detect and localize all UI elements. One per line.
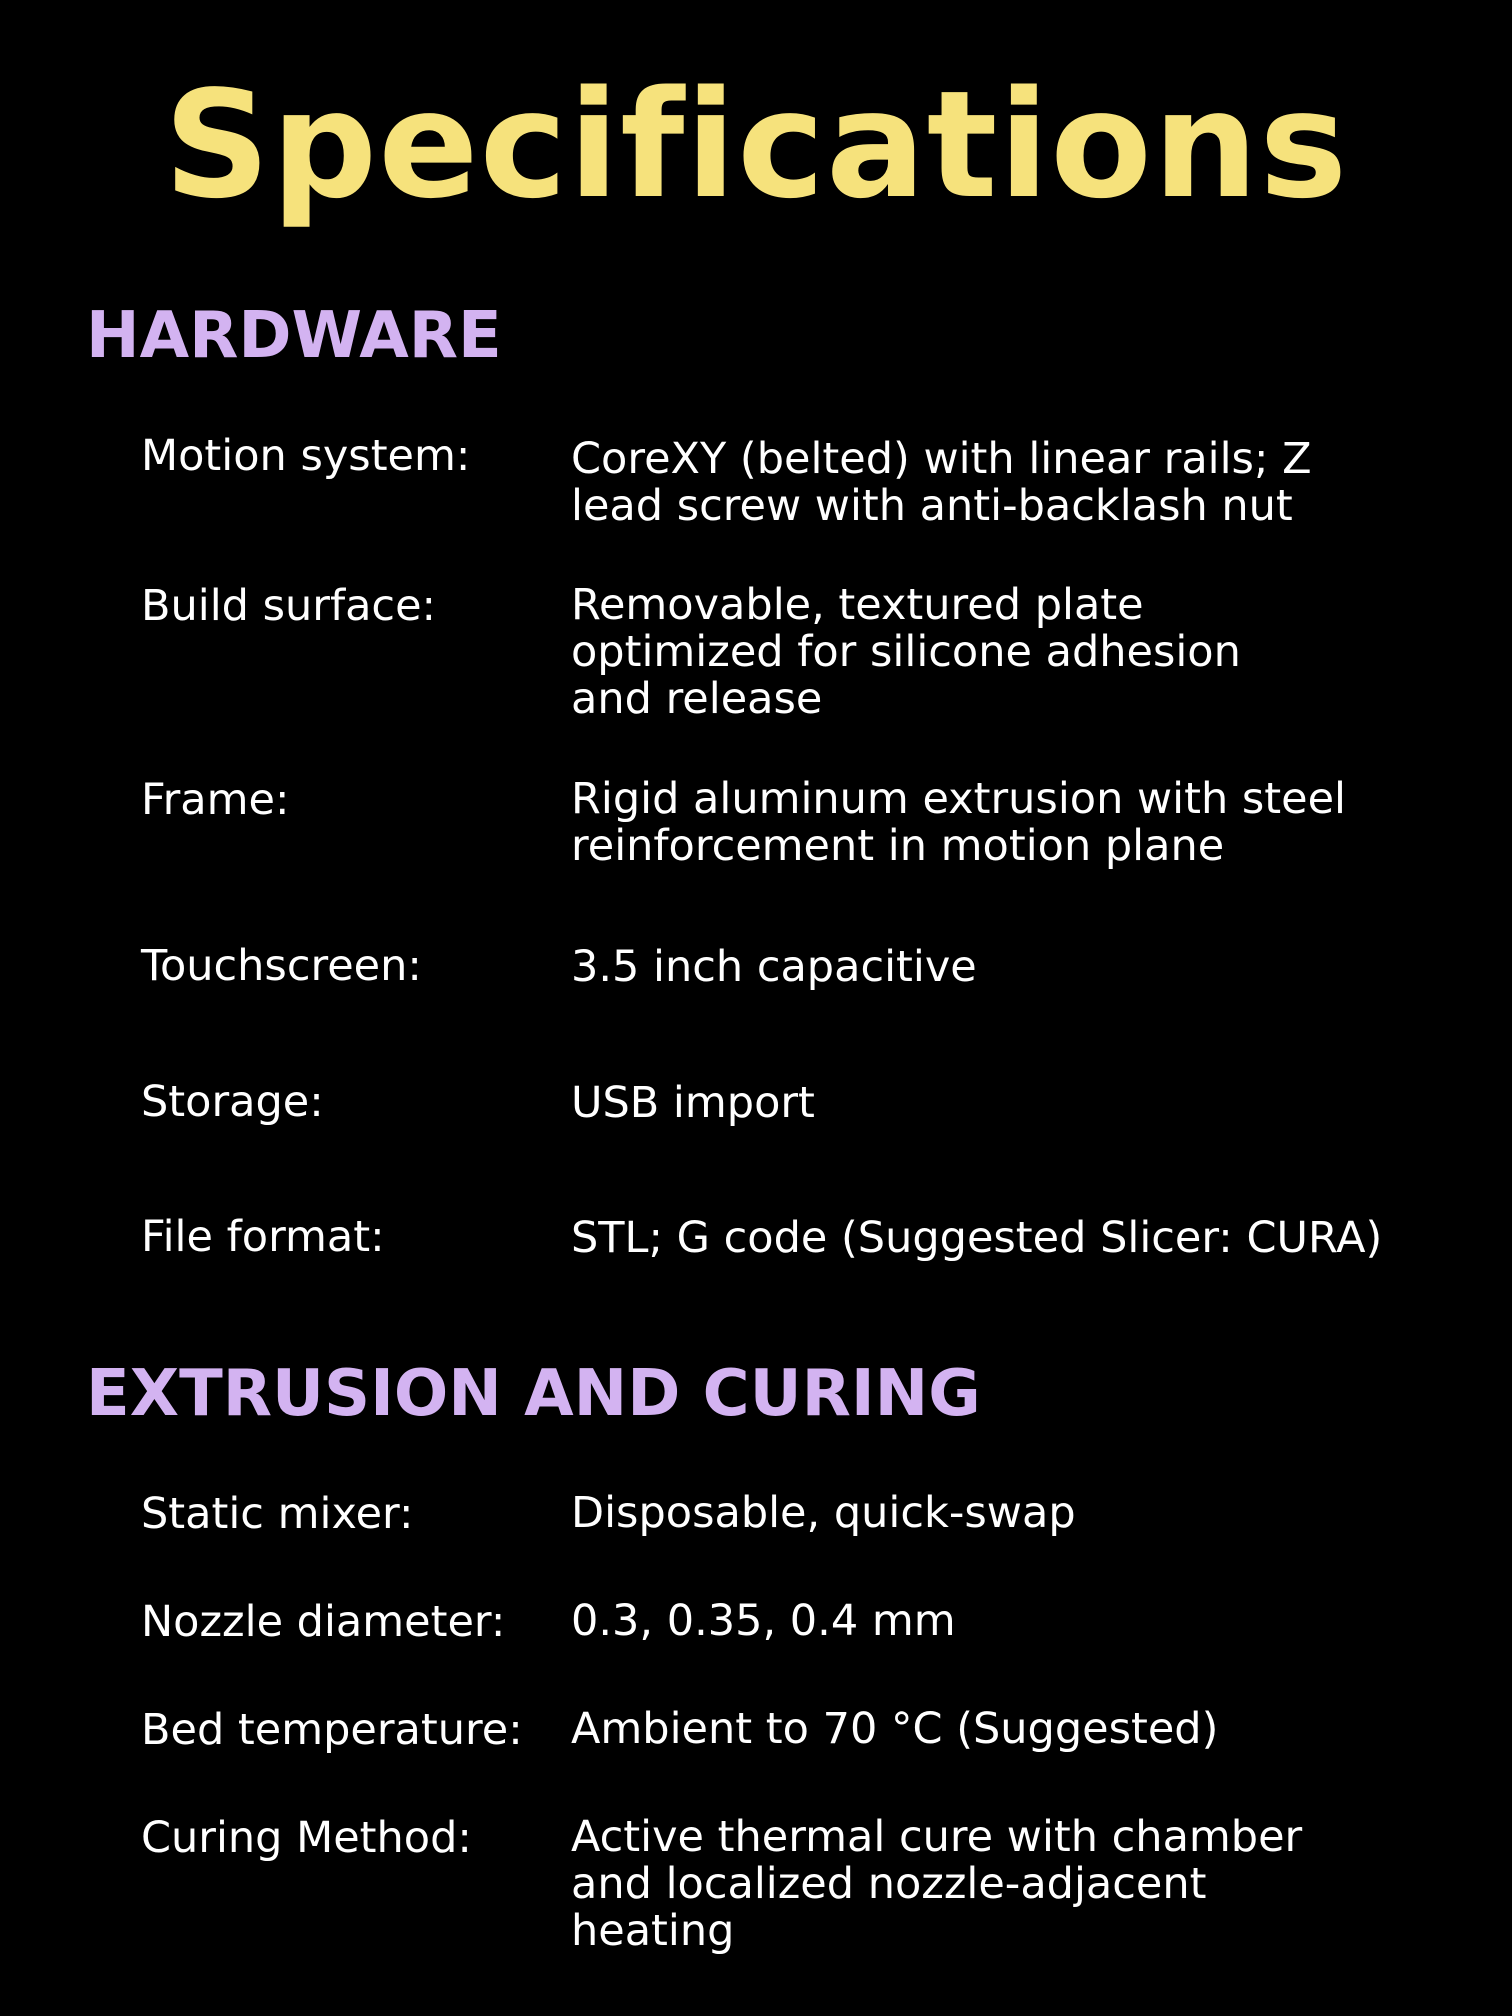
spec-value-line: and localized nozzle-adjacent bbox=[571, 1859, 1207, 1909]
spec-value bbox=[571, 944, 1451, 991]
spec-label: Build surface: bbox=[141, 581, 437, 631]
spec-value-line: reinforcement in motion plane bbox=[571, 821, 1225, 871]
spec-value bbox=[571, 1598, 1451, 1645]
spec-label: Storage: bbox=[141, 1077, 324, 1127]
spec-label: Curing Method: bbox=[141, 1813, 472, 1863]
spec-value-line: lead screw with anti-backlash nut bbox=[571, 481, 1293, 531]
section-heading-hardware: HARDWARE bbox=[86, 299, 502, 373]
page-title: Specifications bbox=[163, 59, 1349, 231]
spec-label: File format: bbox=[141, 1212, 385, 1262]
spec-value-line: and release bbox=[571, 674, 823, 724]
spec-value-line: Disposable, quick-swap bbox=[571, 1488, 1076, 1538]
spec-value bbox=[571, 582, 1451, 723]
spec-value-line: optimized for silicone adhesion bbox=[571, 627, 1241, 677]
spec-label: Frame: bbox=[141, 775, 290, 825]
spec-value-line: Active thermal cure with chamber bbox=[571, 1812, 1303, 1862]
spec-value-line: Removable, textured plate bbox=[571, 580, 1144, 630]
spec-label: Touchscreen: bbox=[141, 941, 422, 991]
spec-label: Bed temperature: bbox=[141, 1705, 523, 1755]
spec-value-line: USB import bbox=[571, 1078, 815, 1128]
spec-value bbox=[571, 1814, 1451, 1955]
section-heading-extrusion-and-curing: EXTRUSION AND CURING bbox=[86, 1357, 981, 1431]
spec-label: Nozzle diameter: bbox=[141, 1597, 506, 1647]
spec-label: Static mixer: bbox=[141, 1489, 414, 1539]
spec-value bbox=[571, 436, 1451, 530]
spec-value-line: STL; G code (Suggested Slicer: CURA) bbox=[571, 1213, 1383, 1263]
spec-value bbox=[571, 776, 1451, 870]
spec-value bbox=[571, 1080, 1451, 1127]
spec-value-line: heating bbox=[571, 1906, 735, 1956]
spec-value-line: 0.3, 0.35, 0.4 mm bbox=[571, 1596, 956, 1646]
spec-value-line: Ambient to 70 °C (Suggested) bbox=[571, 1704, 1219, 1754]
spec-label: Motion system: bbox=[141, 431, 471, 481]
spec-value bbox=[571, 1215, 1451, 1262]
spec-value bbox=[571, 1490, 1451, 1537]
spec-value-line: Rigid aluminum extrusion with steel bbox=[571, 774, 1347, 824]
spec-value-line: 3.5 inch capacitive bbox=[571, 942, 977, 992]
spec-value bbox=[571, 1706, 1451, 1753]
spec-value-line: CoreXY (belted) with linear rails; Z bbox=[571, 434, 1312, 484]
